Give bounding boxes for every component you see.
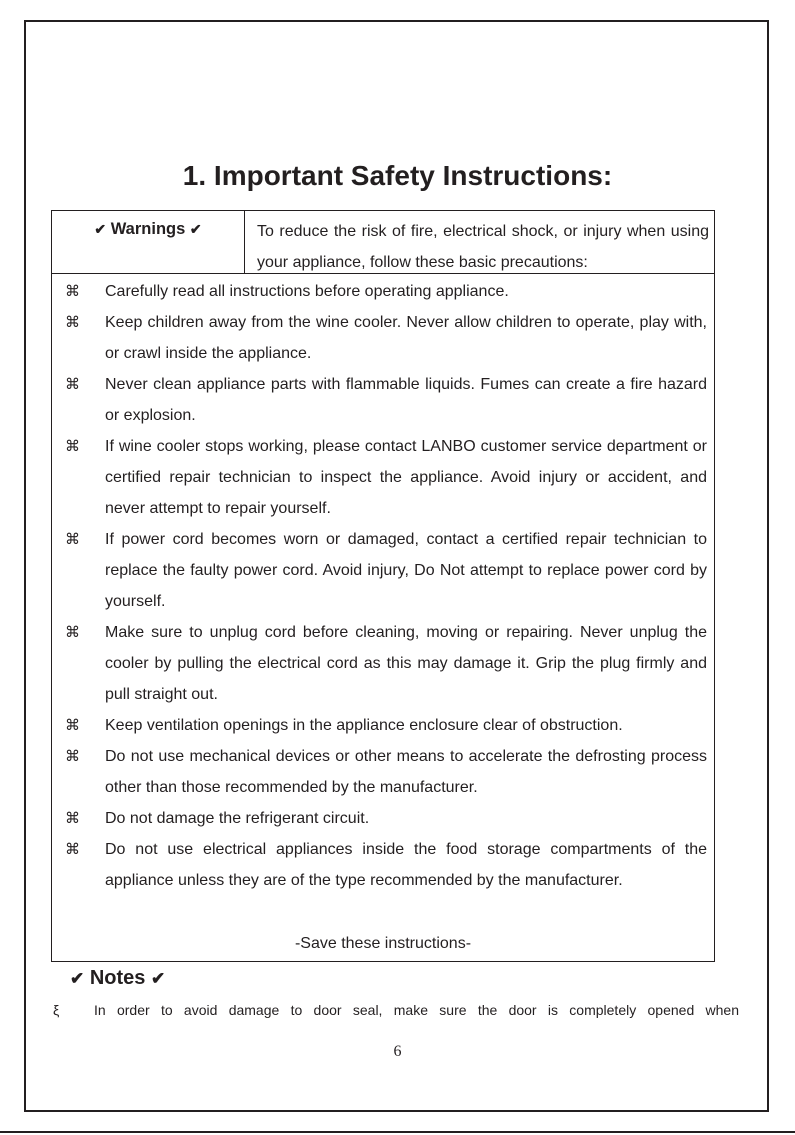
- bottom-rule: [0, 1131, 795, 1133]
- header-divider-vertical: [244, 211, 245, 273]
- bullet-icon: ⌘: [65, 438, 80, 455]
- bullet-icon: ⌘: [65, 283, 80, 300]
- list-item: [52, 369, 714, 431]
- list-item: [52, 741, 714, 803]
- bullet-icon: ⌘: [65, 314, 80, 331]
- bullet-icon: ⌘: [65, 810, 80, 827]
- bullet-icon: ⌘: [65, 748, 80, 765]
- list-item: [52, 617, 714, 710]
- bullet-icon: ⌘: [65, 531, 80, 548]
- warnings-text: Warnings: [110, 220, 186, 238]
- note-text: In order to avoid damage to door seal, make sure the door is completely opened when: [94, 1002, 739, 1018]
- list-item: [52, 431, 714, 524]
- list-item-text: Do not use electrical appliances inside the food storage compartments of the appliance unless they are of the type recommended by the manufacturer.: [105, 841, 707, 889]
- page-title: 1. Important Safety Instructions:: [182, 160, 613, 191]
- list-item: [52, 276, 714, 307]
- notes-heading: [70, 964, 165, 993]
- check-icon: ✔: [94, 221, 107, 237]
- save-instructions-text: -Save these instructions-: [294, 935, 472, 952]
- notes-label: Notes: [89, 967, 146, 989]
- header-divider: [52, 273, 714, 274]
- list-item: [52, 803, 714, 834]
- warnings-intro: To reduce the risk of fire, electrical shock, or injury when using your appliance, follow these basic precautions:: [257, 223, 709, 271]
- bullet-icon: ⌘: [65, 376, 80, 393]
- warnings-box: [51, 210, 715, 962]
- safety-list: [52, 276, 714, 896]
- list-item-text: Do not damage the refrigerant circuit.: [105, 810, 370, 827]
- list-item: [52, 834, 714, 896]
- check-icon: ✔: [70, 969, 85, 988]
- bullet-icon: ⌘: [65, 717, 80, 734]
- note-bullet-icon: ξ: [53, 1002, 60, 1018]
- list-item-text: Do not use mechanical devices or other means to accelerate the defrosting process other than those recommended by the manufacturer.: [105, 748, 707, 796]
- warnings-label: [52, 219, 244, 239]
- list-item-text: If wine cooler stops working, please contact LANBO customer service department or certified repair technician to inspect the appliance. Avoid injury or accident, and never attempt to repair yourself.: [105, 438, 707, 517]
- list-item-text: Carefully read all instructions before operating appliance.: [105, 283, 509, 300]
- bullet-icon: ⌘: [65, 841, 80, 858]
- list-item: [52, 524, 714, 617]
- list-item-text: If power cord becomes worn or damaged, contact a certified repair technician to replace the faulty power cord. Avoid injury, Do Not attempt to replace power cord by yourself.: [105, 531, 707, 610]
- list-item-text: Keep ventilation openings in the appliance enclosure clear of obstruction.: [105, 717, 623, 734]
- page-number: 6: [393, 1043, 402, 1060]
- bullet-icon: ⌘: [65, 624, 80, 641]
- check-icon: ✔: [150, 969, 166, 988]
- list-item-text: Keep children away from the wine cooler. Never allow children to operate, play with, or crawl inside the appliance.: [105, 314, 707, 362]
- list-item-text: Make sure to unplug cord before cleaning, moving or repairing. Never unplug the cooler by pulling the electrical cord as this may damage it. Grip the plug firmly and pull straight out.: [105, 624, 707, 703]
- list-item-text: Never clean appliance parts with flammable liquids. Fumes can create a fire hazard or explosion.: [105, 376, 707, 424]
- list-item: [52, 307, 714, 369]
- check-icon: ✔: [189, 221, 202, 237]
- list-item: [52, 710, 714, 741]
